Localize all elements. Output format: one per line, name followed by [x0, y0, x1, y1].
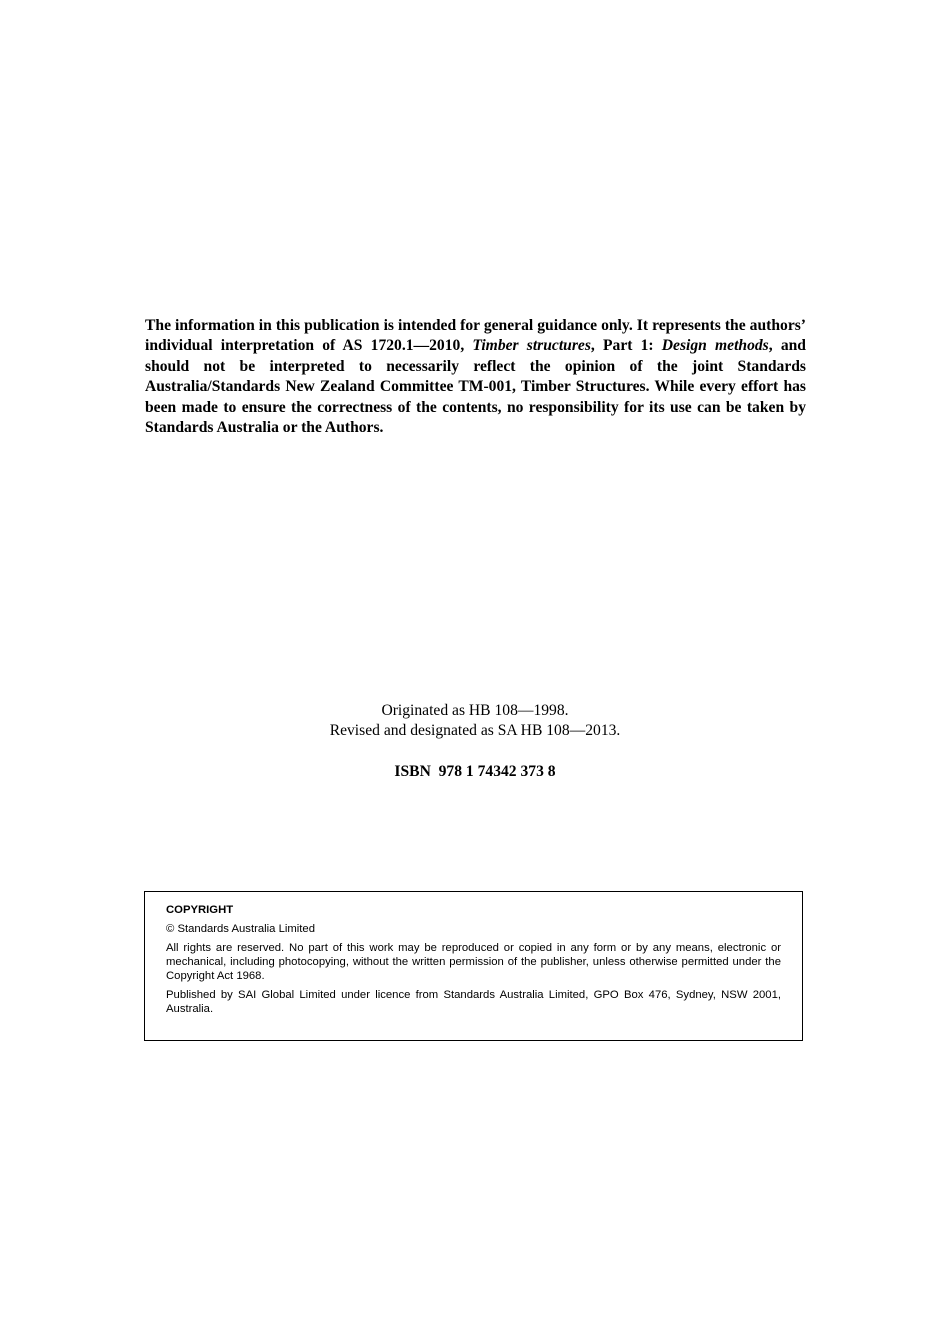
revised-line: Revised and designated as SA HB 108—2013. [329, 722, 621, 740]
disclaimer-text-part2: , Part 1: [590, 337, 662, 355]
isbn-line: ISBN 978 1 74342 373 8 [394, 763, 556, 780]
copyright-box [144, 891, 803, 1041]
publication-history [145, 701, 805, 742]
copyright-heading: COPYRIGHT [166, 904, 234, 916]
disclaimer-text-part1: The information in this publication is intended for general guidance only. It represents the authors’ individual interpretation of AS 1720.1—2010, [145, 317, 806, 355]
disclaimer-text-part3: , and should not be interpreted to necessarily reflect the opinion of the joint Standards Australia/Standards New Zealand Committee TM-001, Timber Structures. While every effort has been made to ensure the correctness of the contents, no responsibility for its use can be taken by Standards Australia or the Authors. [145, 337, 806, 437]
copyright-owner: © Standards Australia Limited [166, 923, 315, 935]
originated-line: Originated as HB 108—1998. [381, 702, 569, 719]
disclaimer-standard-title: Timber structures [472, 337, 591, 355]
disclaimer-standard-subtitle: Design methods [661, 337, 769, 355]
copyright-rights: All rights are reserved. No part of this work may be reproduced or copied in any form or by any means, electronic or mechanical, including photocopying, without the written permission of the publisher, unless otherwise permitted under the Copyright Act 1968. [166, 942, 781, 982]
copyright-publisher: Published by SAI Global Limited under licence from Standards Australia Limited, GPO Box 476, Sydney, NSW 2001, Australia. [166, 989, 781, 1015]
disclaimer-paragraph [145, 316, 806, 438]
